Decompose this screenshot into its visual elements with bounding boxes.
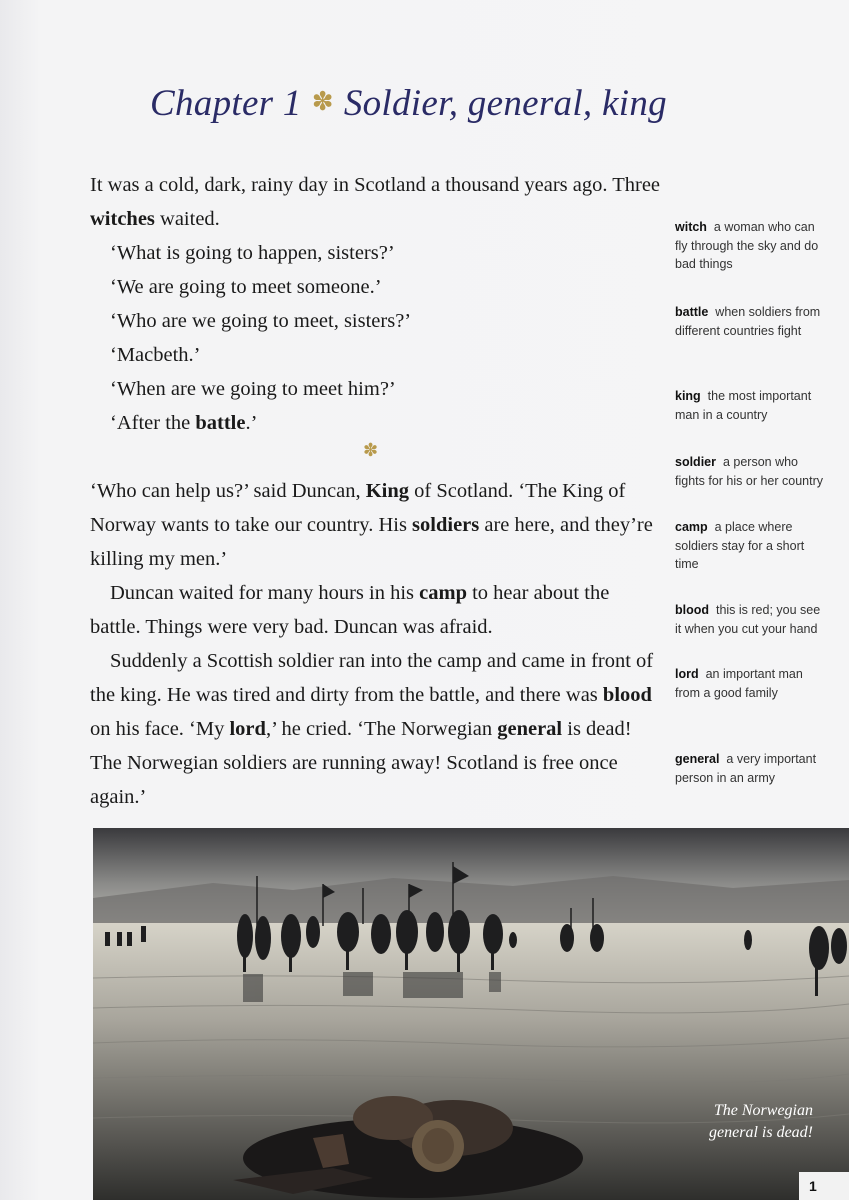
glossary-word: soldiers	[412, 514, 480, 536]
glossary-word: witches	[90, 208, 155, 230]
story-line: ‘What is going to happen, sisters?’	[110, 242, 395, 264]
story-paragraph: Duncan waited for many hours in his camp to hear about the battle. Things were very bad. Duncan was afraid.	[90, 582, 610, 638]
glossary-entry-soldier: soldier a person who fights for his or her country	[675, 455, 823, 488]
page-number: 1	[799, 1172, 849, 1200]
glossary-word: lord	[229, 718, 266, 740]
glossary-word: general	[497, 718, 563, 740]
story-line: ‘Who are we going to meet, sisters?’	[110, 310, 412, 332]
glossary-entry-blood: blood this is red; you see it when you cut your hand	[675, 603, 821, 636]
glossary-word: battle	[195, 412, 246, 434]
ornament-icon: ✽	[311, 87, 334, 116]
story-line: ‘Macbeth.’	[110, 344, 201, 366]
story-line: ‘When are we going to meet him?’	[110, 378, 396, 400]
photo-caption: The Norwegian general is dead!	[709, 1102, 813, 1141]
story-line: It was a cold, dark, rainy day in Scotland a thousand years ago. Three witches waited.	[90, 174, 661, 230]
story-line: ‘We are going to meet someone.’	[110, 276, 382, 298]
chapter-title: Soldier, general, king	[343, 83, 667, 124]
story-paragraph: Suddenly a Scottish soldier ran into the camp and came in front of the king. He was tired and dirty from the battle, and there was blood on his face. ‘My lord,’ he cried. ‘The Norwegian general is dead! The Norwegian soldiers are running away! Scotland is free once again.’	[90, 650, 654, 808]
section-separator-icon: ✽	[363, 440, 379, 460]
glossary-word: King	[365, 480, 409, 502]
glossary-word: camp	[419, 582, 467, 604]
story-paragraph: ‘Who can help us?’ said Duncan, King of Scotland. ‘The King of Norway wants to take our country. His soldiers are here, and they’re killing my men.’	[90, 480, 653, 570]
glossary-entry-witch: witch a woman who can fly through the sky and do bad things	[675, 220, 819, 271]
battle-scene-image	[93, 828, 849, 1200]
glossary-entry-king: king the most important man in a country	[675, 389, 812, 422]
glossary-entry-general: general a very important person in an army	[675, 752, 817, 785]
glossary-entry-camp: camp a place where soldiers stay for a short time	[675, 520, 805, 571]
battle-photo	[93, 828, 849, 1200]
story-opening	[90, 168, 662, 440]
glossary-entry-lord: lord an important man from a good family	[675, 667, 803, 700]
glossary-word: blood	[602, 684, 652, 706]
story-line: ‘After the battle.’	[110, 412, 258, 434]
chapter-heading	[150, 82, 667, 125]
chapter-number: Chapter 1	[150, 83, 302, 124]
glossary-entry-battle: battle when soldiers from different countries fight	[675, 305, 821, 338]
story-continuation	[90, 474, 662, 814]
